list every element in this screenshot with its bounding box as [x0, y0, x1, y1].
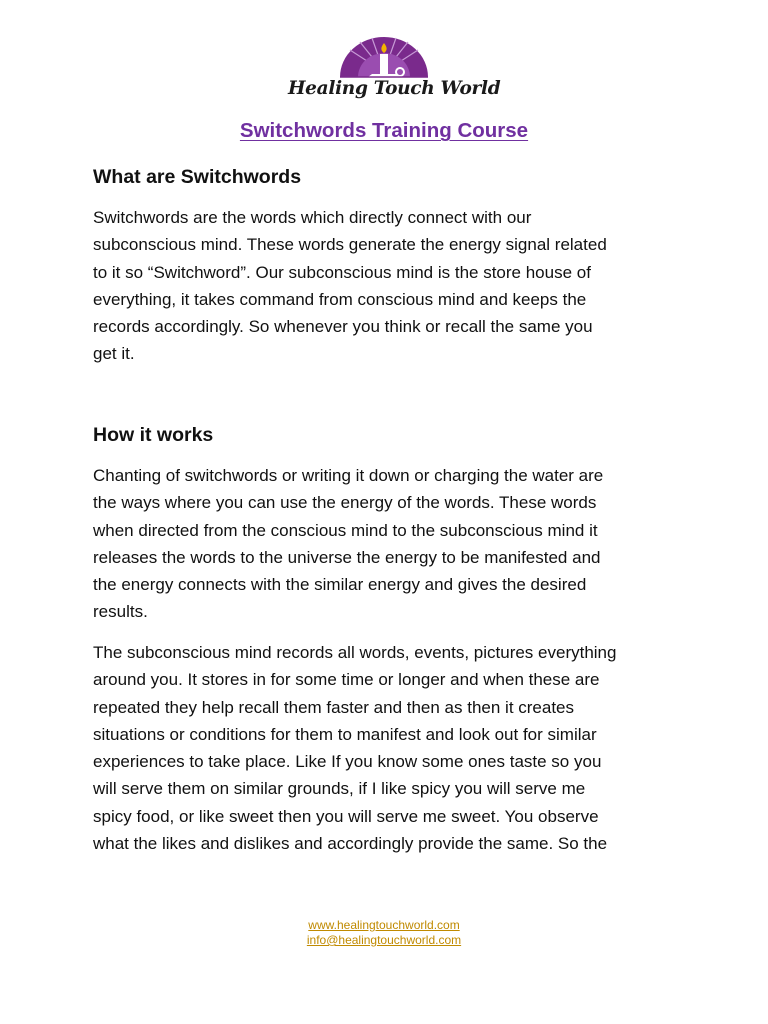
text-line: subconscious mind. These words generate the energy signal related	[93, 235, 607, 255]
text-line: situations or conditions for them to manifest and look out for similar	[93, 724, 597, 744]
text-line: to it so “Switchword”. Our subconscious mind is the store house of	[93, 262, 591, 282]
text-line: around you. It stores in for some time or longer and when these are	[93, 670, 600, 690]
text-line: Chanting of switchwords or writing it down or charging the water are	[93, 466, 604, 485]
email-link[interactable]: info@healingtouchworld.com	[306, 933, 462, 947]
text-line: The subconscious mind records all words, events, pictures everything	[93, 643, 617, 662]
paragraph-switchwords-definition	[93, 204, 693, 368]
text-line: spicy food, or like sweet then you will serve me sweet. You observe	[93, 806, 599, 826]
healing-touch-world-logo	[288, 36, 501, 106]
website-link[interactable]: www.healingtouchworld.com	[308, 918, 460, 932]
text-line: everything, it takes command from conscious mind and keeps the	[93, 289, 587, 309]
text-line: records accordingly. So whenever you think or recall the same you	[93, 317, 593, 337]
text-line: will serve them on similar grounds, if I like spicy you will serve me	[93, 779, 586, 799]
text-line: releases the words to the universe the energy to be manifested and	[93, 547, 601, 567]
section-heading-what-are-switchwords: What are Switchwords	[93, 166, 302, 188]
text-line: the ways where you can use the energy of the words. These words	[93, 493, 597, 513]
text-line: experiences to take place. Like If you know some ones taste so you	[93, 752, 602, 772]
paragraph-chanting	[93, 462, 693, 626]
paragraph-subconscious-mind	[93, 639, 693, 857]
candle-logo-icon	[288, 36, 480, 80]
text-line: get it.	[93, 344, 135, 364]
document-title-text: Switchwords Training Course	[239, 119, 529, 142]
text-line: when directed from the conscious mind to the subconscious mind it	[93, 520, 598, 540]
document-title	[0, 118, 768, 144]
text-line: what the likes and dislikes and accordingly provide the same. So the	[93, 834, 608, 854]
text-line: results.	[93, 602, 148, 622]
section-heading-how-it-works: How it works	[93, 424, 214, 446]
page-footer	[0, 918, 768, 948]
text-line: repeated they help recall them faster and then as then it creates	[93, 697, 575, 717]
logo-text: Healing Touch World	[288, 78, 501, 99]
text-line: the energy connects with the similar energy and gives the desired	[93, 575, 587, 595]
text-line: Switchwords are the words which directly connect with our	[93, 208, 532, 227]
